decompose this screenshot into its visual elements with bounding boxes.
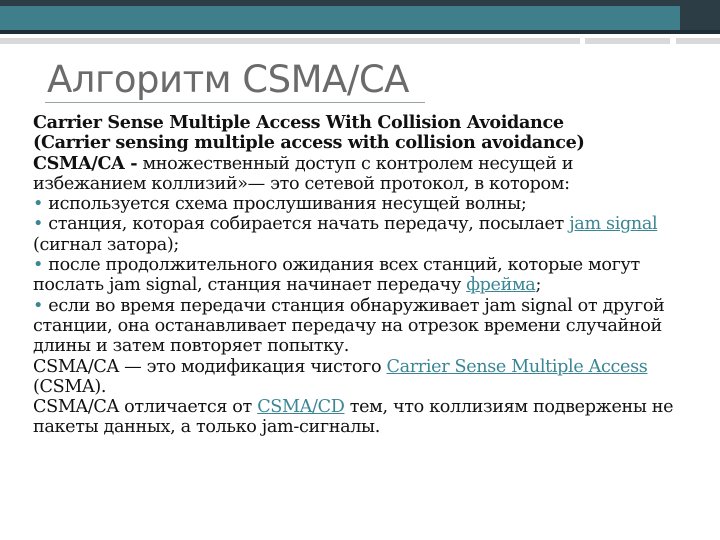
bullet-3-tail: ;	[535, 275, 542, 296]
header-corner-block	[680, 0, 720, 30]
bullet-icon: •	[33, 295, 44, 316]
heading-english-paren: (Carrier sensing multiple access with collision avoidance)	[33, 132, 585, 154]
difference-paragraph	[33, 397, 688, 438]
definition-text: множественный доступ с контролем несущей и избежанием коллизий»— это сетевой протокол, в котором:	[33, 153, 574, 194]
bullet-2-text: станция, которая собирается начать передачу, посылает	[43, 214, 570, 235]
difference-tail: тем, что коллизиям подвержены не пакеты данных, а только jam-сигналы.	[33, 397, 674, 438]
heading-english: Carrier Sense Multiple Access With Collision Avoidance	[33, 112, 564, 133]
bullet-icon: •	[33, 194, 44, 215]
bullet-item-4	[33, 296, 688, 357]
bullet-item-1	[33, 194, 688, 214]
slide-body	[33, 113, 688, 438]
definition-paragraph	[33, 154, 688, 195]
difference-text: CSMA/CA отличается от	[33, 397, 258, 418]
bullet-4-text: если во время передачи станция обнаруживает jam signal от другой станции, она останавливает передачу на отрезок времени случайной длины и затем повторяет попытку.	[33, 295, 665, 357]
header-grey-strip-1	[0, 38, 580, 44]
modification-text: CSMA/CA — это модификация чистого	[33, 356, 387, 377]
modification-tail: (CSMA).	[33, 376, 107, 397]
bullet-item-3	[33, 255, 688, 296]
bullet-item-2	[33, 214, 688, 255]
header-deep-strip	[0, 30, 720, 34]
bullet-icon: •	[33, 255, 44, 276]
header-teal-strip	[0, 6, 720, 30]
bullet-3-text: после продолжительного ожидания всех станций, которые могут послать jam signal, станция начинает передачу	[33, 255, 640, 296]
header-grey-strip-3	[676, 38, 720, 44]
csma-cd-link[interactable]: CSMA/CD	[257, 397, 345, 418]
definition-term: CSMA/CA -	[33, 152, 138, 174]
bullet-icon: •	[33, 214, 44, 235]
slide-header-band	[0, 0, 720, 38]
slide-title: Алгоритм CSMA/CA	[47, 58, 409, 101]
frame-link[interactable]: фрейма	[466, 275, 536, 296]
bullet-2-tail: (сигнал затора);	[33, 234, 180, 255]
csma-link[interactable]: Carrier Sense Multiple Access	[386, 356, 648, 377]
modification-paragraph	[33, 357, 688, 398]
header-grey-strip-2	[585, 38, 670, 44]
jam-signal-link[interactable]: jam signal	[569, 214, 658, 235]
bullet-1-text: используется схема прослушивания несущей волны;	[43, 194, 527, 215]
title-underline	[45, 102, 425, 103]
